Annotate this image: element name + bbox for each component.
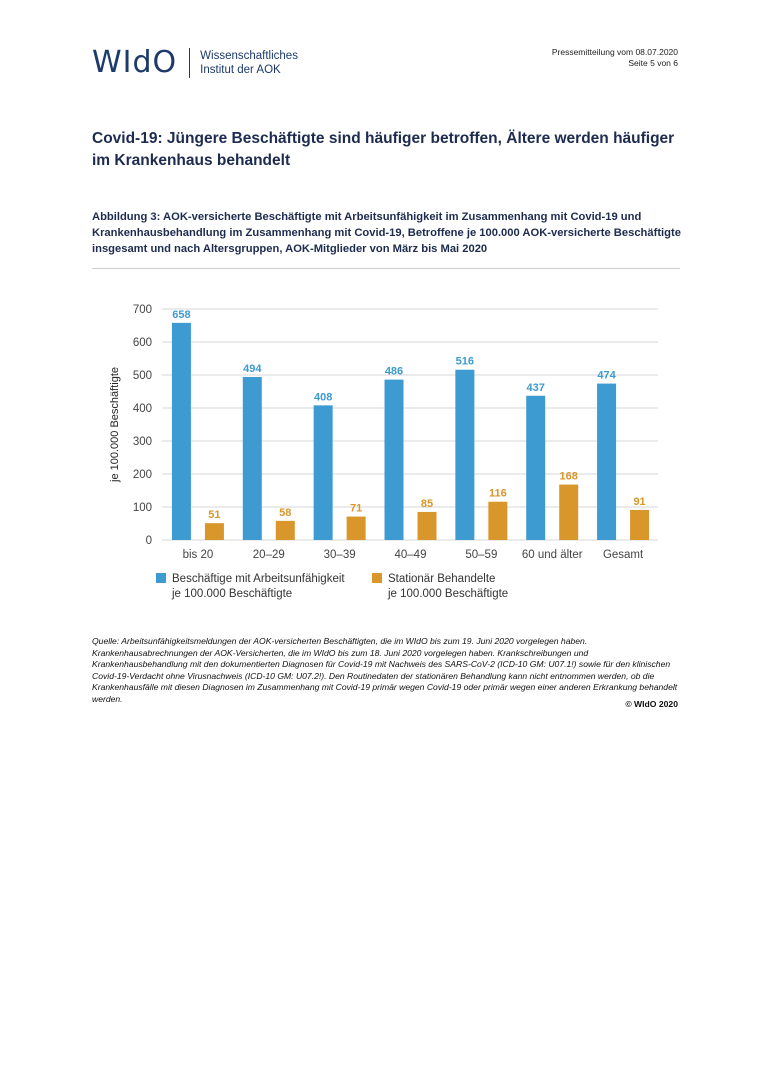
x-tick-label: 20–29 <box>252 549 285 561</box>
legend-swatch <box>372 573 382 583</box>
data-label: 658 <box>172 308 191 321</box>
y-axis-label: je 100.000 Beschäftigte <box>109 367 121 482</box>
press-info <box>552 47 678 69</box>
y-tick-label: 600 <box>132 337 152 349</box>
legend-label: Beschäftige mit Arbeitsunfähigkeit <box>172 573 345 585</box>
bar <box>243 377 262 540</box>
y-tick-label: 400 <box>132 403 152 415</box>
copyright: © WIdO 2020 <box>625 699 678 709</box>
press-date: Pressemitteilung vom 08.07.2020 <box>551 47 678 57</box>
logo-line-2: Institut der AOK <box>200 64 281 76</box>
legend-label: Stationär Behandelte <box>388 573 496 585</box>
data-label: 91 <box>633 495 646 508</box>
x-tick-label: Gesamt <box>602 549 644 561</box>
bar <box>347 517 366 540</box>
bar <box>597 384 616 540</box>
logo-divider <box>189 48 190 78</box>
data-label: 408 <box>313 391 333 404</box>
data-label: 58 <box>279 506 292 519</box>
legend-label: je 100.000 Beschäftigte <box>172 588 293 600</box>
data-label: 168 <box>559 470 578 483</box>
y-tick-label: 0 <box>145 535 152 547</box>
bar <box>276 521 295 540</box>
y-tick-label: 500 <box>132 370 152 382</box>
y-tick-label: 100 <box>132 502 152 514</box>
page-number: Seite 5 von 6 <box>628 58 678 68</box>
figure-caption: Abbildung 3: AOK-versicherte Beschäftigte mit Arbeitsunfähigkeit im Zusammenhang mit Covid-19 und Krankenhausbehandlung im Zusammenhang mit Covid-19, Betroffene je 100.000 AOK-versicherte Beschäftigte insgesamt und nach Altersgruppen, AOK-Mitglieder von März bis Mai 2020 <box>92 211 681 255</box>
bar <box>455 370 474 540</box>
data-label: 474 <box>597 369 616 382</box>
y-tick-label: 700 <box>132 304 152 316</box>
data-label: 437 <box>526 381 545 394</box>
bar <box>385 380 404 540</box>
legend-label: je 100.000 Beschäftigte <box>388 588 509 600</box>
bar <box>172 323 191 540</box>
x-tick-label: 60 und älter <box>521 549 583 561</box>
bar <box>418 512 437 540</box>
bar <box>526 396 545 540</box>
x-tick-label: 50–59 <box>465 549 498 561</box>
data-label: 71 <box>350 502 363 515</box>
bar <box>205 523 224 540</box>
bar <box>488 502 507 540</box>
data-label: 116 <box>488 487 507 500</box>
page-headline: Covid-19: Jüngere Beschäftigte sind häufiger betroffen, Ältere werden häufiger im Krankenhaus behandelt <box>92 130 675 169</box>
bar <box>559 485 578 540</box>
bar <box>314 405 333 540</box>
legend-swatch <box>156 573 166 583</box>
data-label: 494 <box>243 362 262 375</box>
logo-text <box>200 49 298 77</box>
data-label: 486 <box>384 365 404 378</box>
logo-mark: WIdO <box>92 45 178 80</box>
y-tick-label: 200 <box>132 469 152 481</box>
data-label: 516 <box>455 355 475 368</box>
bar <box>630 510 649 540</box>
source-note: Quelle: Arbeitsunfähigkeitsmeldungen der AOK-versicherten Beschäftigten, die im WIdO bis zum 19. Juni 2020 vorgelegen haben. Krankenhausabrechnungen der AOK-Versicherten, die im WIdO bis zum 18. Juni 2020 vorgelegen haben. Krankschreibungen und Krankenhausbehandlung mit den dokumentierten Diagnosen für Covid-19 mit Nachweis des SARS-CoV-2 (ICD-10 GM: U07.1!) sowie für den klinischen Covid-19-Verdacht ohne Virusnachweis (ICD-10 GM: U07.2!). Den Routinedaten der stationären Behandlung kann nicht entnommen werden, ob die Krankenhausfälle mit diesen Diagnosen im Zusammenhang mit Covid-19 primär wegen Covid-19 oder primär wegen einer anderen Erkrankung behandelt werden. <box>92 636 678 704</box>
divider <box>92 268 680 269</box>
x-tick-label: 40–49 <box>394 549 427 561</box>
data-label: 51 <box>208 509 221 522</box>
x-tick-label: 30–39 <box>323 549 356 561</box>
data-label: 85 <box>420 497 434 510</box>
x-tick-label: bis 20 <box>182 549 214 561</box>
y-tick-label: 300 <box>132 436 152 448</box>
logo-line-1: Wissenschaftliches <box>200 50 298 62</box>
wido-logo <box>92 46 298 80</box>
bar-chart <box>92 290 682 620</box>
